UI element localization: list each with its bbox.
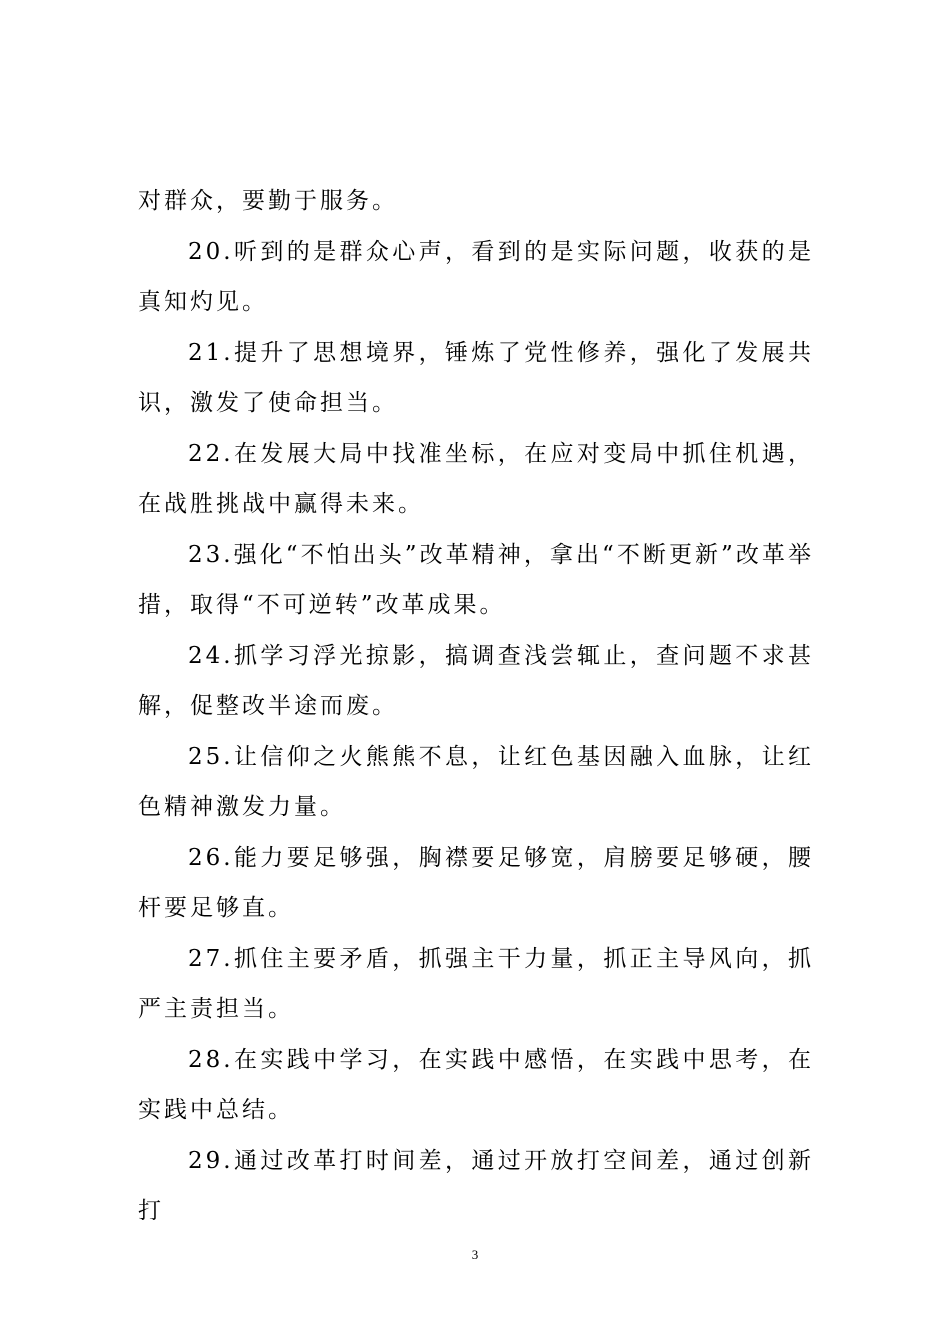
- paragraph-26: 26.能力要足够强，胸襟要足够宽，肩膀要足够硬，腰杆要足够直。: [138, 844, 814, 921]
- paragraph-20: 20.听到的是群众心声，看到的是实际问题，收获的是真知灼见。: [138, 238, 814, 315]
- paragraph-27: 27.抓住主要矛盾，抓强主干力量，抓正主导风向，抓严主责担当。: [138, 945, 814, 1022]
- paragraph-28: 28.在实践中学习，在实践中感悟，在实践中思考，在实践中总结。: [138, 1046, 814, 1123]
- paragraph-25: 25.让信仰之火熊熊不息，让红色基因融入血脉，让红色精神激发力量。: [138, 743, 814, 820]
- paragraph-29: 29.通过改革打时间差，通过开放打空间差，通过创新打: [138, 1147, 814, 1224]
- paragraph-24: 24.抓学习浮光掠影，搞调查浅尝辄止，查问题不求甚解，促整改半途而废。: [138, 642, 814, 719]
- paragraph-0: 对群众，要勤于服务。: [138, 188, 398, 214]
- page-number: 3: [471, 1247, 479, 1262]
- body-text: [138, 176, 814, 1237]
- paragraph-22: 22.在发展大局中找准坐标，在应对变局中抓住机遇，在战胜挑战中赢得未来。: [138, 440, 814, 517]
- paragraph-23: 23.强化“不怕出头”改革精神，拿出“不断更新”改革举措，取得“不可逆转”改革成果。: [138, 541, 814, 618]
- paragraph-21: 21.提升了思想境界，锤炼了党性修养，强化了发展共识，激发了使命担当。: [138, 339, 814, 416]
